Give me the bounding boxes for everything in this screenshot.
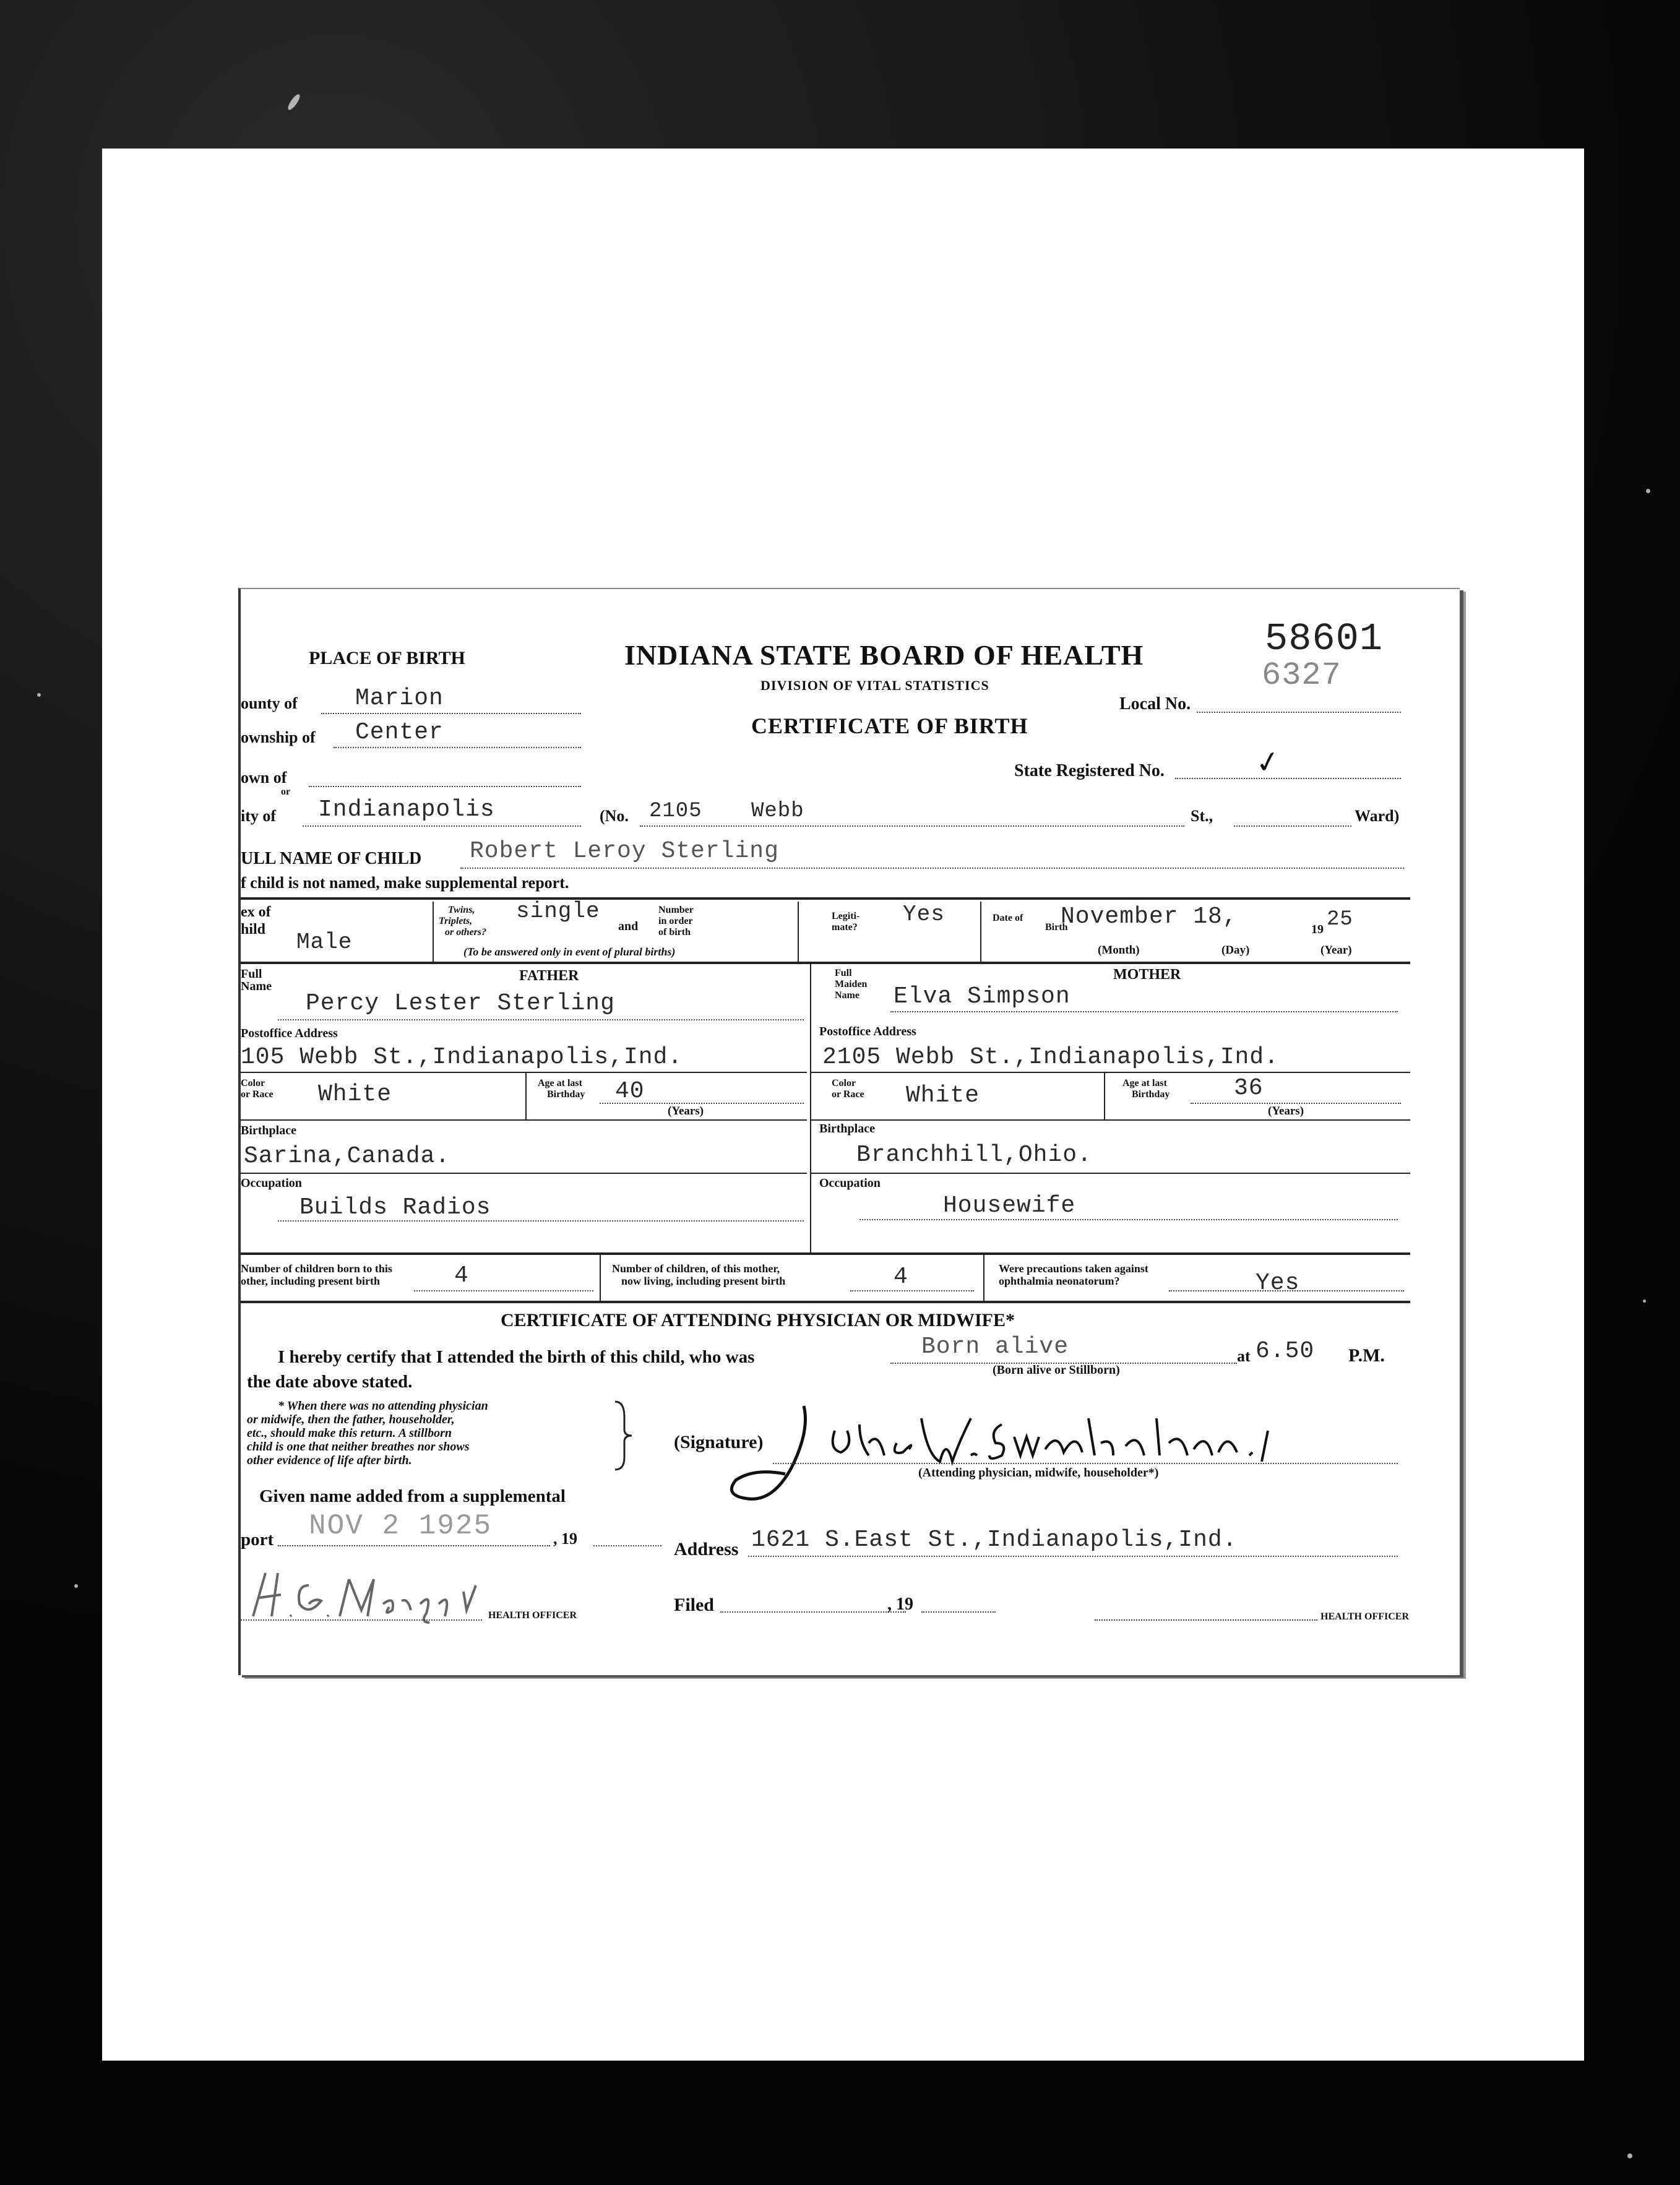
filed-year-prefix: , 19 <box>887 1595 913 1614</box>
parents-divider <box>810 963 811 1254</box>
mother-age-label-line1: Age at last <box>1122 1078 1167 1088</box>
father-occupation-line <box>278 1220 804 1222</box>
and-label: and <box>618 920 639 933</box>
column-divider <box>1104 1073 1105 1119</box>
mother-age-line <box>1191 1103 1401 1104</box>
column-divider <box>600 1255 601 1301</box>
mother-birthplace-label: Birthplace <box>819 1122 875 1136</box>
sex-value: Male <box>296 929 353 955</box>
scan-speck <box>286 93 301 111</box>
section-rule <box>241 1301 1410 1303</box>
children-born-label-line2: other, including present birth <box>241 1275 381 1287</box>
mother-name-label-line1: Full <box>835 968 852 978</box>
date-of-birth-label-line2: Birth <box>1045 922 1068 933</box>
father-occupation-value: Builds Radios <box>299 1194 491 1221</box>
township-value: Center <box>355 719 444 746</box>
father-name-value: Percy Lester Sterling <box>306 990 615 1017</box>
birth-order-line2: in order <box>658 916 693 926</box>
birth-order-line3: of birth <box>658 927 691 937</box>
street-line <box>640 825 1184 827</box>
street-name: Webb <box>751 799 804 823</box>
filed-label: Filed <box>674 1595 714 1615</box>
physician-signature <box>711 1394 1330 1517</box>
legitimate-label-line1: Legiti- <box>832 911 860 921</box>
mother-name-value: Elva Simpson <box>894 983 1070 1010</box>
born-status-value: Born alive <box>921 1334 1069 1360</box>
signature-label: (Signature) <box>674 1432 764 1452</box>
father-age-label-line1: Age at last <box>538 1078 582 1088</box>
health-officer-line-right <box>1095 1619 1317 1621</box>
date-year-prefix: 19 <box>1311 923 1324 936</box>
footnote-line: etc., should make this return. A stillborn <box>247 1426 452 1440</box>
scan-speck <box>1643 1299 1646 1303</box>
father-age-label-line2: Birthday <box>547 1089 585 1100</box>
physician-address-line <box>748 1556 1398 1557</box>
health-officer-label-right: HEALTH OFFICER <box>1320 1611 1409 1622</box>
mother-years-caption: (Years) <box>1268 1105 1304 1118</box>
or-label: or <box>281 787 291 797</box>
filed-date-line <box>720 1611 906 1613</box>
footnote-line: * When there was no attending physician <box>278 1399 488 1413</box>
given-name-label: Given name added from a supplemental <box>259 1486 566 1506</box>
state-registered-line <box>1175 778 1401 779</box>
county-label: ounty of <box>241 694 298 712</box>
scan-speck <box>1646 489 1650 493</box>
ward-label: Ward) <box>1355 807 1400 825</box>
local-number-value: 6327 <box>1262 657 1342 694</box>
mother-color-label-line1: Color <box>832 1078 856 1088</box>
local-no-line <box>1197 712 1401 713</box>
given-name-date-stamp: NOV 2 1925 <box>309 1510 493 1542</box>
row-rule <box>811 1173 1410 1174</box>
filed-year-line <box>921 1611 996 1613</box>
ward-line <box>1234 825 1351 827</box>
row-rule <box>241 1072 807 1073</box>
physician-heading: CERTIFICATE OF ATTENDING PHYSICIAN OR MIDWIFE* <box>501 1310 1015 1330</box>
birth-order-line1: Number <box>658 905 694 915</box>
local-no-label: Local No. <box>1119 694 1191 713</box>
town-label: own of <box>241 769 287 787</box>
father-birthplace-value: Sarina,Canada. <box>244 1143 450 1170</box>
mother-age-label-line2: Birthday <box>1132 1089 1170 1100</box>
child-name-line <box>460 868 1404 869</box>
scan-speck <box>74 1584 78 1588</box>
father-name-label-line1: Full <box>241 967 262 981</box>
child-name-label: ULL NAME OF CHILD <box>241 849 422 868</box>
at-label: at <box>1237 1347 1251 1365</box>
column-divider <box>980 902 981 962</box>
precaution-label-line2: ophthalmia neonatorum? <box>999 1275 1120 1287</box>
children-born-line <box>414 1290 593 1291</box>
mother-heading: MOTHER <box>1113 967 1181 983</box>
date-year-value: 25 <box>1327 908 1353 931</box>
father-heading: FATHER <box>519 968 579 984</box>
signature-caption: (Attending physician, midwife, householder*) <box>918 1466 1159 1480</box>
town-line <box>309 786 581 787</box>
mother-occupation-line <box>859 1219 1398 1220</box>
mother-color-value: White <box>906 1082 980 1109</box>
month-caption: (Month) <box>1098 944 1140 957</box>
column-divider <box>983 1255 984 1301</box>
given-name-year-prefix: , 19 <box>553 1530 577 1548</box>
legitimate-label-line2: mate? <box>832 922 858 933</box>
certificate-title: CERTIFICATE OF BIRTH <box>751 713 1028 738</box>
children-living-line <box>850 1290 974 1291</box>
mother-color-label-line2: or Race <box>832 1089 864 1100</box>
meridian-label: P.M. <box>1348 1345 1385 1366</box>
father-name-label-line2: Name <box>241 980 272 993</box>
twins-value: single <box>516 899 600 924</box>
street-no-label: (No. <box>600 807 629 825</box>
precaution-label-line1: Were precautions taken against <box>999 1262 1148 1275</box>
county-value: Marion <box>355 685 444 712</box>
year-caption: (Year) <box>1320 944 1352 957</box>
county-line <box>321 713 581 714</box>
mother-address-value: 2105 Webb St.,Indianapolis,Ind. <box>822 1044 1279 1071</box>
day-caption: (Day) <box>1221 944 1250 957</box>
city-line <box>303 825 581 827</box>
birth-time-value: 6.50 <box>1256 1338 1315 1364</box>
children-living-label-line1: Number of children, of this mother, <box>612 1262 780 1275</box>
born-status-caption: (Born alive or Stillborn) <box>993 1363 1120 1377</box>
given-name-port-label: port <box>241 1530 274 1549</box>
street-number: 2105 <box>649 799 702 823</box>
footnote-line: or midwife, then the father, householder, <box>247 1413 455 1426</box>
column-divider <box>798 902 799 962</box>
precaution-value: Yes <box>1256 1270 1300 1296</box>
footnote-line: child is one that neither breathes nor shows <box>247 1440 470 1454</box>
children-living-value: 4 <box>894 1264 908 1290</box>
father-color-label-line1: Color <box>241 1078 265 1088</box>
twins-label-line1: Twins, <box>448 905 475 915</box>
township-line <box>334 747 581 748</box>
date-of-birth-value: November 18, <box>1061 903 1238 930</box>
city-value: Indianapolis <box>318 796 495 823</box>
check-mark: ✓ <box>1252 744 1283 782</box>
division-title: DIVISION OF VITAL STATISTICS <box>760 678 989 693</box>
city-label: ity of <box>241 807 277 825</box>
section-rule <box>241 962 1410 964</box>
mother-name-label-line3: Name <box>835 990 859 1001</box>
given-name-year-line <box>593 1545 661 1546</box>
children-born-label-line1: Number of children born to this <box>241 1262 392 1275</box>
children-born-value: 4 <box>454 1262 469 1289</box>
father-color-label-line2: or Race <box>241 1089 274 1100</box>
row-rule <box>241 1119 807 1121</box>
mother-occupation-label: Occupation <box>819 1176 881 1190</box>
scan-speck <box>37 693 41 697</box>
father-address-label: Postoffice Address <box>241 1027 338 1040</box>
father-age-line <box>600 1103 804 1104</box>
date-stated-text: the date above stated. <box>247 1372 413 1392</box>
children-living-label-line2: now living, including present birth <box>621 1275 786 1287</box>
father-years-caption: (Years) <box>668 1105 704 1118</box>
row-rule <box>241 1173 807 1174</box>
child-name-value: Robert Leroy Sterling <box>470 838 779 864</box>
footnote-line: other evidence of life after birth. <box>247 1454 412 1467</box>
certificate-number: 58601 <box>1265 617 1384 661</box>
father-age-value: 40 <box>615 1078 645 1105</box>
section-rule <box>241 1252 1410 1255</box>
twins-label-line3: or others? <box>445 927 487 937</box>
precaution-line <box>1169 1290 1404 1291</box>
place-of-birth-heading: PLACE OF BIRTH <box>309 648 465 668</box>
physician-address-value: 1621 S.East St.,Indianapolis,Ind. <box>751 1527 1238 1553</box>
mother-name-label-line2: Maiden <box>835 979 868 989</box>
mother-age-value: 36 <box>1234 1075 1264 1101</box>
row-rule <box>811 1072 1410 1073</box>
father-birthplace-label: Birthplace <box>241 1124 296 1137</box>
physician-address-label: Address <box>674 1539 739 1559</box>
father-name-line <box>278 1019 804 1020</box>
column-divider <box>433 902 434 962</box>
signature-line <box>773 1463 1398 1464</box>
legitimate-value: Yes <box>903 902 945 927</box>
scan-speck <box>1627 2153 1632 2158</box>
plural-births-note: (To be answered only in event of plural births) <box>463 946 676 958</box>
twins-label-line2: Triplets, <box>439 916 473 926</box>
birth-certificate-card <box>238 588 1460 1675</box>
footnote-brace <box>612 1398 637 1473</box>
sex-label-line2: hild <box>241 921 266 937</box>
mother-address-label: Postoffice Address <box>819 1025 916 1038</box>
health-officer-line <box>241 1619 482 1621</box>
given-name-date-line <box>278 1545 550 1546</box>
row-rule <box>811 1119 1410 1121</box>
supplemental-note: f child is not named, make supplemental report. <box>241 874 569 892</box>
state-registered-label: State Registered No. <box>1014 761 1165 780</box>
mother-occupation-value: Housewife <box>943 1192 1076 1219</box>
father-color-value: White <box>318 1081 392 1108</box>
father-address-value: 105 Webb St.,Indianapolis,Ind. <box>241 1044 683 1071</box>
date-of-birth-label-line1: Date of <box>993 913 1023 923</box>
mother-birthplace-value: Branchhill,Ohio. <box>856 1142 1092 1168</box>
board-title: INDIANA STATE BOARD OF HEALTH <box>624 639 1144 671</box>
health-officer-label-left: HEALTH OFFICER <box>488 1610 577 1621</box>
father-occupation-label: Occupation <box>241 1176 302 1190</box>
column-divider <box>525 1073 527 1119</box>
mother-name-line <box>890 1011 1398 1012</box>
sex-label-line1: ex of <box>241 904 271 920</box>
certify-text: I hereby certify that I attended the birth of this child, who was <box>278 1347 755 1367</box>
township-label: ownship of <box>241 728 316 746</box>
st-label: St., <box>1191 807 1213 825</box>
section-rule <box>241 897 1410 900</box>
